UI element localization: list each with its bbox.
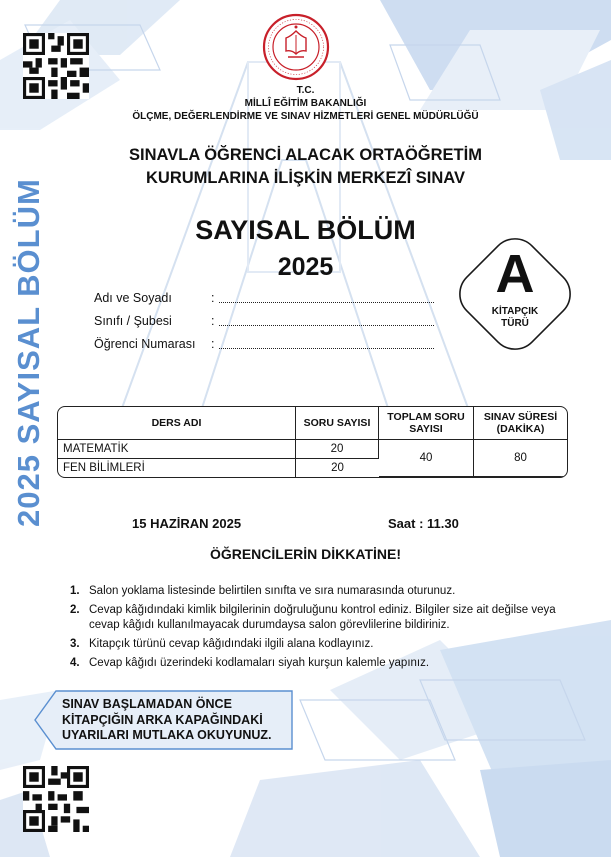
- header-question-count: SORU SAYISI: [296, 407, 379, 440]
- rules-list: [70, 584, 575, 675]
- ministry-header-tc: T.C.: [296, 85, 315, 96]
- exam-date: 15 HAZİRAN 2025: [132, 516, 242, 531]
- warning-line1: SINAV BAŞLAMADAN ÖNCE: [62, 697, 232, 711]
- rule-text: Cevap kâğıdı üzerindeki kodlamaları siyah kurşun kalemle yapınız.: [89, 657, 430, 669]
- notice-title: ÖĞRENCİLERİN DİKKATİNE!: [209, 546, 402, 562]
- field-class-label: Sınıfı / Şubesi: [94, 314, 172, 328]
- booklet-letter: A: [495, 244, 535, 304]
- list-item: 4. Cevap kâğıdı üzerindeki kodlamaları siyah kurşun kalemle yapınız.: [70, 657, 430, 669]
- subject-name: FEN BİLİMLERİ: [58, 459, 296, 477]
- rule-text: Cevap kâğıdındaki kimlik bilgilerinin doğruluğunu kontrol ediniz. Bilgiler size ait değilse veya cevap kâğıdı kullanılmayacak durumdaysa salon görevlilerine bildiriniz.: [89, 604, 556, 631]
- ministry-header-directorate: ÖLÇME, DEĞERLENDİRME VE SINAV HİZMETLERİ GENEL MÜDÜRLÜĞÜ: [132, 111, 479, 122]
- warning-line3: UYARILARI MUTLAKA OKUYUNUZ.: [62, 728, 272, 742]
- list-item: 3. Kitapçık türünü cevap kâğıdındaki ilgili alana kodlayınız.: [70, 638, 374, 650]
- ministry-seal-logo: [262, 13, 330, 81]
- exam-year: 2025: [277, 253, 334, 281]
- header-total-questions: TOPLAM SORU SAYISI: [379, 407, 474, 440]
- exam-duration: 80: [474, 440, 567, 477]
- booklet-label-line1: KİTAPÇIK: [491, 306, 539, 317]
- warning-box: [34, 690, 294, 750]
- field-student-number-label: Öğrenci Numarası: [94, 337, 196, 351]
- list-item: 2. Cevap kâğıdındaki kimlik bilgilerinin doğruluğunu kontrol ediniz. Bilgiler size ait değilse veya cevap kâğıdı kullanılmayacak durumdaysa salon görevlilerine bildiriniz.: [70, 604, 556, 631]
- subject-question-count: 20: [296, 440, 379, 459]
- field-name-input-line[interactable]: [219, 294, 434, 303]
- table-row: [58, 440, 567, 459]
- warning-line2: KİTAPÇIĞIN ARKA KAPAĞINDAKİ: [62, 712, 263, 727]
- subject-name: MATEMATİK: [58, 440, 296, 459]
- field-student-number-input-line[interactable]: [219, 340, 434, 349]
- exam-title-line2: KURUMLARINA İLİŞKİN MERKEZÎ SINAV: [146, 169, 465, 187]
- side-vertical-title: 2025 SAYISAL BÖLÜM: [11, 178, 46, 527]
- field-name-label: Adı ve Soyadı: [94, 291, 172, 305]
- table-header-row: [58, 407, 567, 440]
- exam-time: Saat : 11.30: [388, 516, 459, 531]
- subject-question-count: 20: [331, 462, 344, 474]
- rule-text: Kitapçık türünü cevap kâğıdındaki ilgili alana kodlayınız.: [89, 638, 374, 650]
- section-title: SAYISAL BÖLÜM: [195, 215, 416, 245]
- list-item: 1. Salon yoklama listesinde belirtilen sınıfta ve sıra numarasında oturunuz.: [70, 585, 456, 597]
- total-question-count: 40: [379, 440, 474, 477]
- subjects-table: [57, 406, 568, 478]
- qr-code-bottom: [23, 766, 89, 832]
- booklet-label-line2: TÜRÜ: [501, 318, 529, 329]
- rule-text: Salon yoklama listesinde belirtilen sınıfta ve sıra numarasında oturunuz.: [89, 585, 456, 597]
- header-subject: DERS ADI: [58, 407, 296, 440]
- header-duration: SINAV SÜRESİ (DAKİKA): [474, 407, 567, 440]
- booklet-type-badge: [455, 236, 575, 352]
- exam-title-line1: SINAVLA ÖĞRENCİ ALACAK ORTAÖĞRETİM: [129, 146, 482, 164]
- ministry-header-name: MİLLÎ EĞİTİM BAKANLIĞI: [244, 98, 367, 109]
- field-class-input-line[interactable]: [219, 317, 434, 326]
